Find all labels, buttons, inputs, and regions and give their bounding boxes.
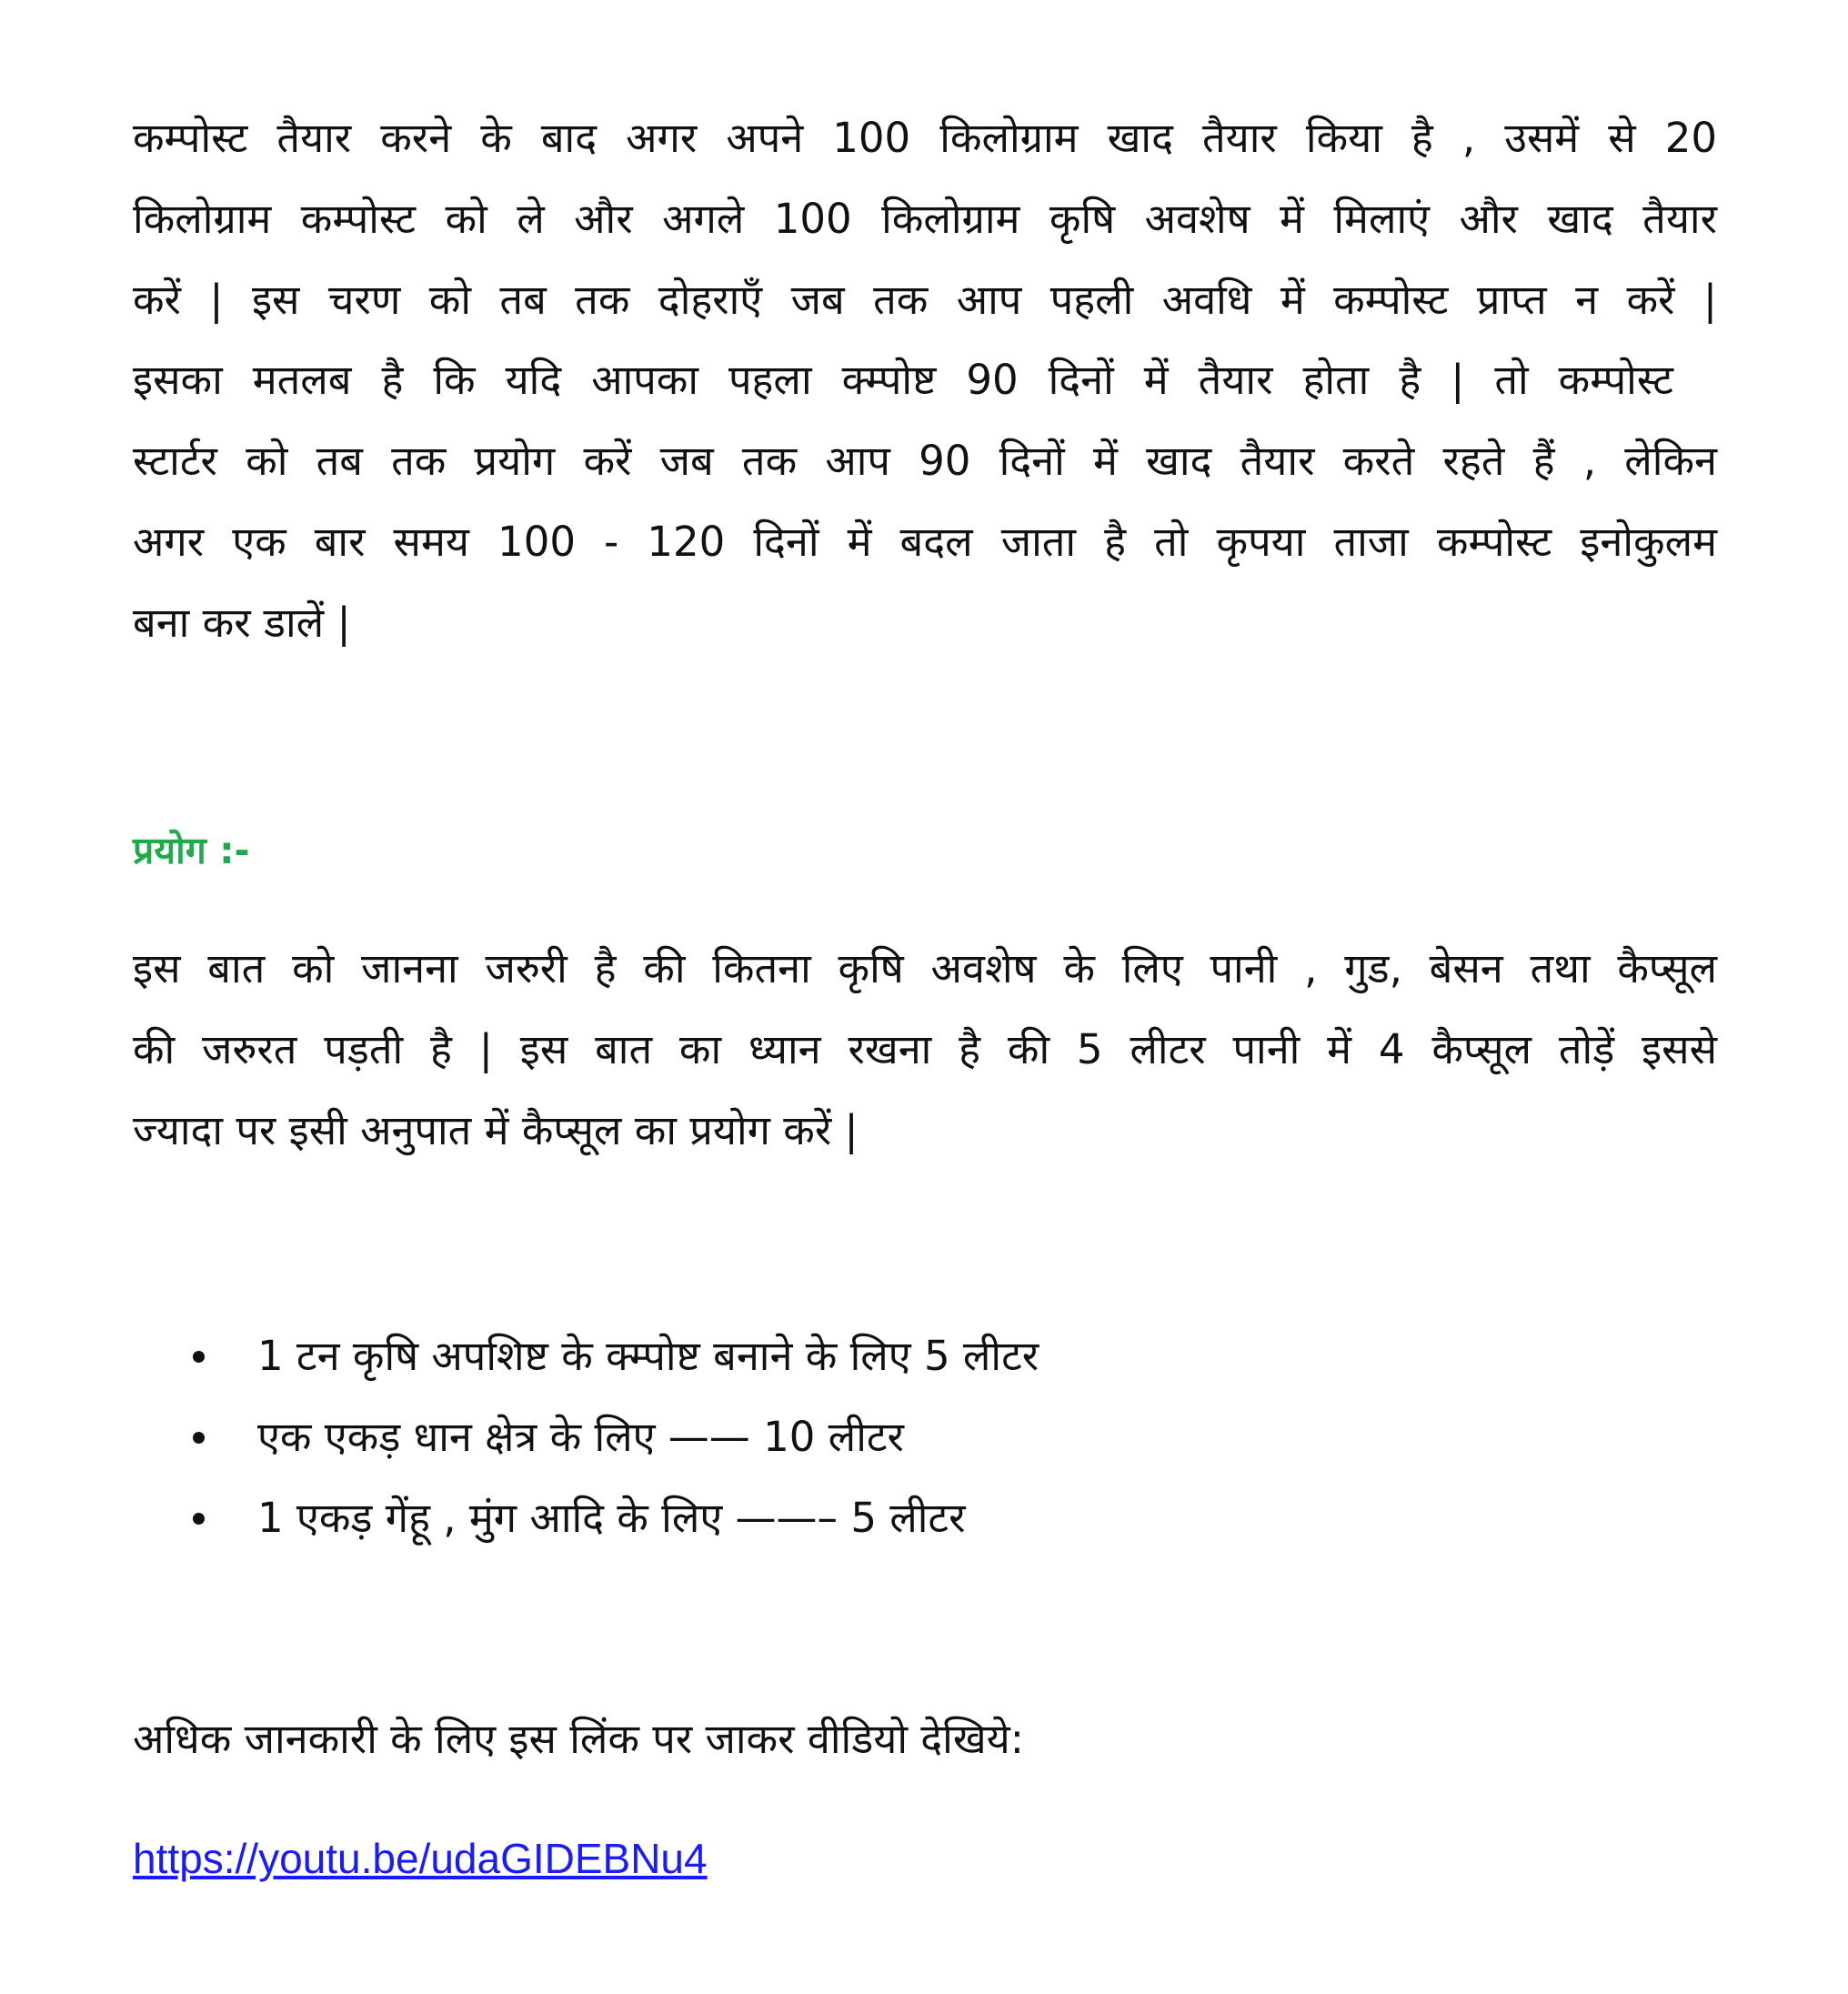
paragraph-2-line-2: की जरुरत पड़ती है | इस बात का ध्यान रखना है की 5 लीटर पानी में 4 कैप्सूल तोड़ें इससे (133, 1025, 1717, 1073)
paragraph-1-line-4: इसका मतलब है कि यदि आपका पहला क्म्पोष्ट 90 दिनों में तैयार होता है | तो कम्पोस्ट (133, 356, 1673, 404)
paragraph-1-line-2: किलोग्राम कम्पोस्ट को ले और अगले 100 किलोग्राम कृषि अवशेष में मिलाएं और खाद तैयार (133, 195, 1717, 243)
paragraph-2-line-1: इस बात को जानना जरुरी है की कितना कृषि अवशेष के लिए पानी , गुड, बेसन तथा कैप्सूल (133, 944, 1717, 992)
bullet-icon (193, 1513, 205, 1525)
bullet-icon (193, 1351, 205, 1363)
video-link[interactable]: https://youtu.be/udaGIDEBNu4 (133, 1835, 708, 1882)
bullet-icon (193, 1432, 205, 1444)
paragraph-1-line-6: अगर एक बार समय 100 - 120 दिनों में बदल जाता है तो कृपया ताजा कम्पोस्ट इनोकुलम (133, 518, 1717, 566)
paragraph-1-line-3: करें | इस चरण को तब तक दोहराएँ जब तक आप पहली अवधि में कम्पोस्ट प्राप्त न करें | (133, 276, 1717, 324)
more-info-text: अधिक जानकारी के लिए इस लिंक पर जाकर वीडियो देखिये: (133, 1715, 1024, 1763)
paragraph-2-line-3: ज्यादा पर इसी अनुपात में कैप्सूल का प्रयोग करें | (133, 1106, 859, 1154)
paragraph-1-line-5: स्टार्टर को तब तक प्रयोग करें जब तक आप 90 दिनों में खाद तैयार करते रहते हैं , लेकिन (133, 437, 1717, 485)
list-item-text: एक एकड़ धान क्षेत्र के लिए —— 10 लीटर (257, 1413, 904, 1461)
section-heading: प्रयोग :- (133, 829, 250, 872)
paragraph-1-line-7: बना कर डालें | (133, 599, 351, 647)
list-item-text: 1 एकड़ गेंहू , मुंग आदि के लिए ——– 5 लीटर (257, 1494, 966, 1542)
list-item-text: 1 टन कृषि अपशिष्ट के क्म्पोष्ट बनाने के लिए 5 लीटर (257, 1332, 1040, 1380)
paragraph-1-line-1: कम्पोस्ट तैयार करने के बाद अगर अपने 100 किलोग्राम खाद तैयार किया है , उसमें से 20 (133, 114, 1717, 162)
